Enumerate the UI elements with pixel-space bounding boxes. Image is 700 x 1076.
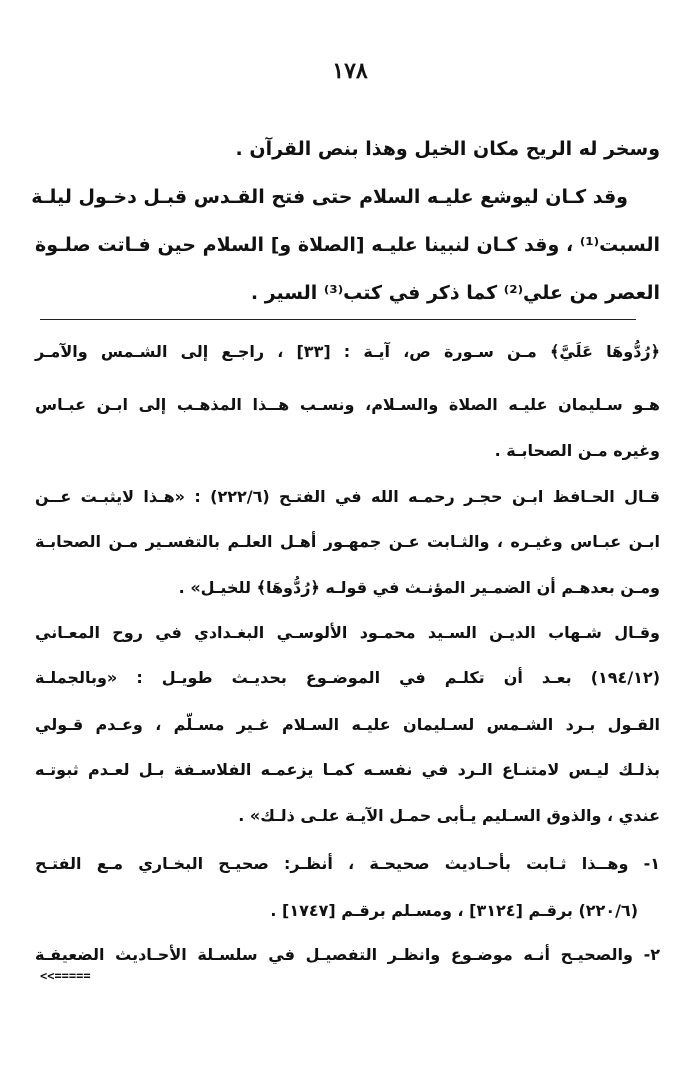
footnote-line: ومـن بعدهـم أن الضمـير المؤنـث في قولـه ﴿رُدُّوهَا﴾ للخيـل» . — [178, 578, 660, 597]
footnote-line: بذلـك ليـس لامتنـاع الـرد في نفسـه كمـا يزعمـه الفلاسـفة بـل لعـدم ثبوتـه — [35, 760, 660, 779]
main-line: العصر من علي⁽²⁾ كما ذكر في كتب⁽³⁾ السير . — [250, 282, 660, 304]
footnote-line: عندي ، والذوق السـليم يـأبى حمـل الآيـة علـى ذلـك» . — [238, 806, 660, 825]
footnote-line: هـو سـليمان عليـه الصلاة والسـلام، ونسـب هــذا المذهـب إلى ابـن عبـاس — [35, 395, 660, 414]
main-line: السبت⁽¹⁾ ، وقد كـان لنبينا عليـه [الصلاة و] السلام حين فـاتت صلـوة — [35, 234, 660, 256]
main-line: وقد كـان ليوشع عليـه السلام حتى فتح القـدس قبـل دخـول ليلـة — [31, 186, 628, 208]
footnote-line: وغيره مـن الصحابـة . — [494, 441, 660, 460]
page-number: ١٧٨ — [332, 58, 368, 84]
main-line: وسخر له الريح مكان الخيل وهذا بنص القرآن . — [235, 138, 660, 160]
footnote-line: ابـن عبـاس وغيـره ، والثـابت عـن جمهـور أهـل العلـم بالتفسـير مـن الصحابـة — [35, 532, 660, 551]
footnote-line: ٢- والصحيـح أنـه موضـوع وانظـر التفصيـل في سلسـلة الأحـاديث الضعيفـة — [35, 945, 660, 964]
footnote-line: ﴿رُدُّوهَا عَلَيَّ﴾ مـن سـورة ص، آيـة : [٣٣] ، راجـع إلى الشـمس والآمـر — [35, 342, 661, 361]
footnote-separator — [40, 319, 636, 320]
footnote-line: (٢٢٠/٦) برقـم [٣١٢٤] ، ومسـلم برقـم [١٧٤٧] . — [270, 901, 638, 920]
footnote-line: وقـال شـهاب الديـن السـيد محمـود الألوسـي البغـدادي في روح المعـاني — [35, 623, 660, 642]
footnote-line: قـال الحـافظ ابـن حجـر رحمـه الله في الفتـح (٢٢٢/٦) : «هـذا لايثبـت عــن — [35, 487, 660, 506]
continuation-mark: <<===== — [40, 969, 91, 983]
footnote-line: (١٩٤/١٢) بعـد أن تكلـم في الموضـوع بحديـث طويـل : «وبالجملـة — [35, 668, 660, 687]
footnote-line: القـول بـرد الشـمس لسـليمان عليـه السـلام غـير مسـلّم ، وعـدم قـولي — [35, 715, 660, 734]
footnote-line: ١- وهــذا ثـابت بأحـاديث صحيحـة ، أنظـر: صحيـح البخـاري مـع الفتـح — [35, 854, 660, 873]
